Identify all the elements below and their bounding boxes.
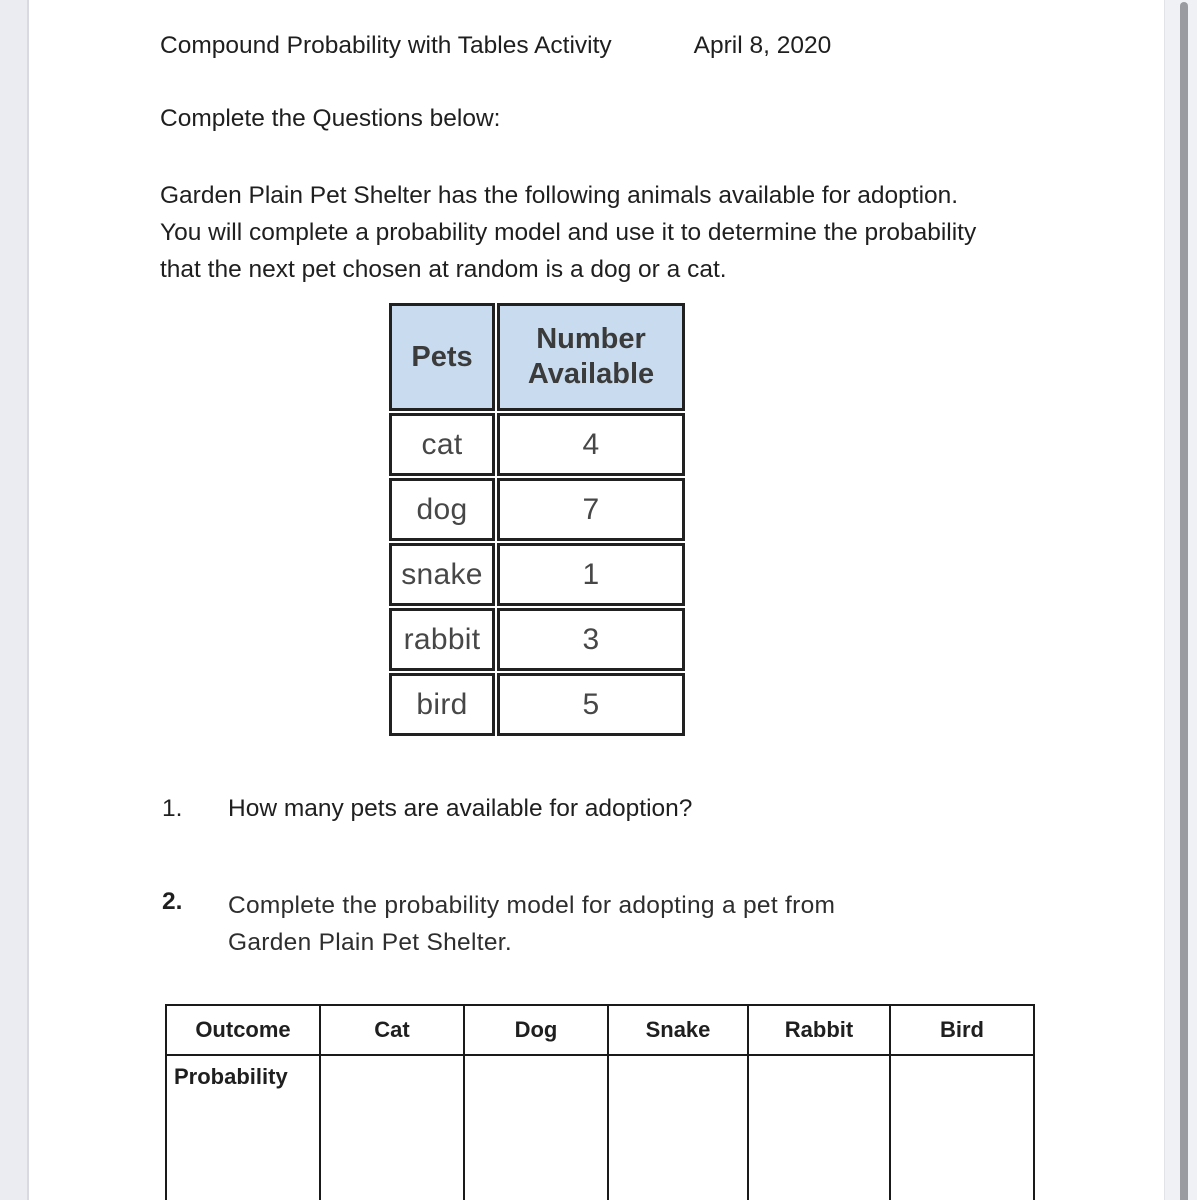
probability-blank-cell: [320, 1055, 464, 1200]
question-1: [162, 794, 1064, 824]
document-title: Compound Probability with Tables Activity: [160, 32, 612, 59]
instruction-text: Complete the Questions below:: [160, 105, 501, 132]
pet-count-cell: 3: [497, 608, 685, 671]
probability-blank-cell: [464, 1055, 608, 1200]
pets-table-header-row: [389, 303, 685, 411]
intro-line: that the next pet chosen at random is a dog or a cat.: [160, 256, 727, 283]
intro-paragraph: [160, 177, 1064, 288]
probability-row: [166, 1055, 1034, 1200]
question-2: [162, 887, 1064, 961]
cat-header-cell: Cat: [320, 1005, 464, 1055]
pet-name-cell: dog: [389, 478, 495, 541]
number-available-header-cell: Number Available: [497, 303, 685, 411]
outcome-header-cell: Outcome: [166, 1005, 320, 1055]
probability-blank-cell: [890, 1055, 1034, 1200]
pet-count-cell: 1: [497, 543, 685, 606]
table-row: [389, 478, 685, 541]
question-2-number: 2.: [162, 888, 183, 915]
table-row: [389, 543, 685, 606]
probability-table-header-row: [166, 1005, 1034, 1055]
intro-line: You will complete a probability model and use it to determine the probability: [160, 219, 977, 246]
pet-count-cell: 7: [497, 478, 685, 541]
pet-count-cell: 5: [497, 673, 685, 736]
pet-name-cell: rabbit: [389, 608, 495, 671]
question-2-line: Complete the probability model for adopting a pet from: [228, 892, 836, 919]
probability-model-table: [165, 1004, 1064, 1200]
rabbit-header-cell: Rabbit: [748, 1005, 890, 1055]
snake-header-cell: Snake: [608, 1005, 748, 1055]
pet-name-cell: bird: [389, 673, 495, 736]
table-row: [389, 413, 685, 476]
question-2-line: Garden Plain Pet Shelter.: [228, 929, 512, 956]
scrollbar-track[interactable]: [1164, 0, 1197, 1200]
intro-line: Garden Plain Pet Shelter has the following animals available for adoption.: [160, 182, 959, 209]
document-content: [31, 0, 1164, 1200]
left-gutter: [0, 0, 29, 1200]
table-row: [389, 673, 685, 736]
document-date: April 8, 2020: [693, 32, 832, 59]
pets-header-cell: Pets: [389, 303, 495, 411]
table-row: [389, 608, 685, 671]
pet-name-cell: cat: [389, 413, 495, 476]
probability-blank-cell: [748, 1055, 890, 1200]
scrollbar-thumb[interactable]: [1180, 2, 1188, 1200]
probability-blank-cell: [608, 1055, 748, 1200]
question-1-number: 1.: [162, 795, 183, 822]
pet-name-cell: snake: [389, 543, 495, 606]
document-page: [31, 0, 1164, 1200]
pets-table: [387, 301, 1064, 738]
dog-header-cell: Dog: [464, 1005, 608, 1055]
document-header: [160, 31, 1064, 60]
pet-count-cell: 4: [497, 413, 685, 476]
question-1-text: How many pets are available for adoption?: [228, 795, 693, 822]
question-2-text: [228, 887, 835, 961]
bird-header-cell: Bird: [890, 1005, 1034, 1055]
probability-row-label: Probability: [166, 1055, 320, 1200]
